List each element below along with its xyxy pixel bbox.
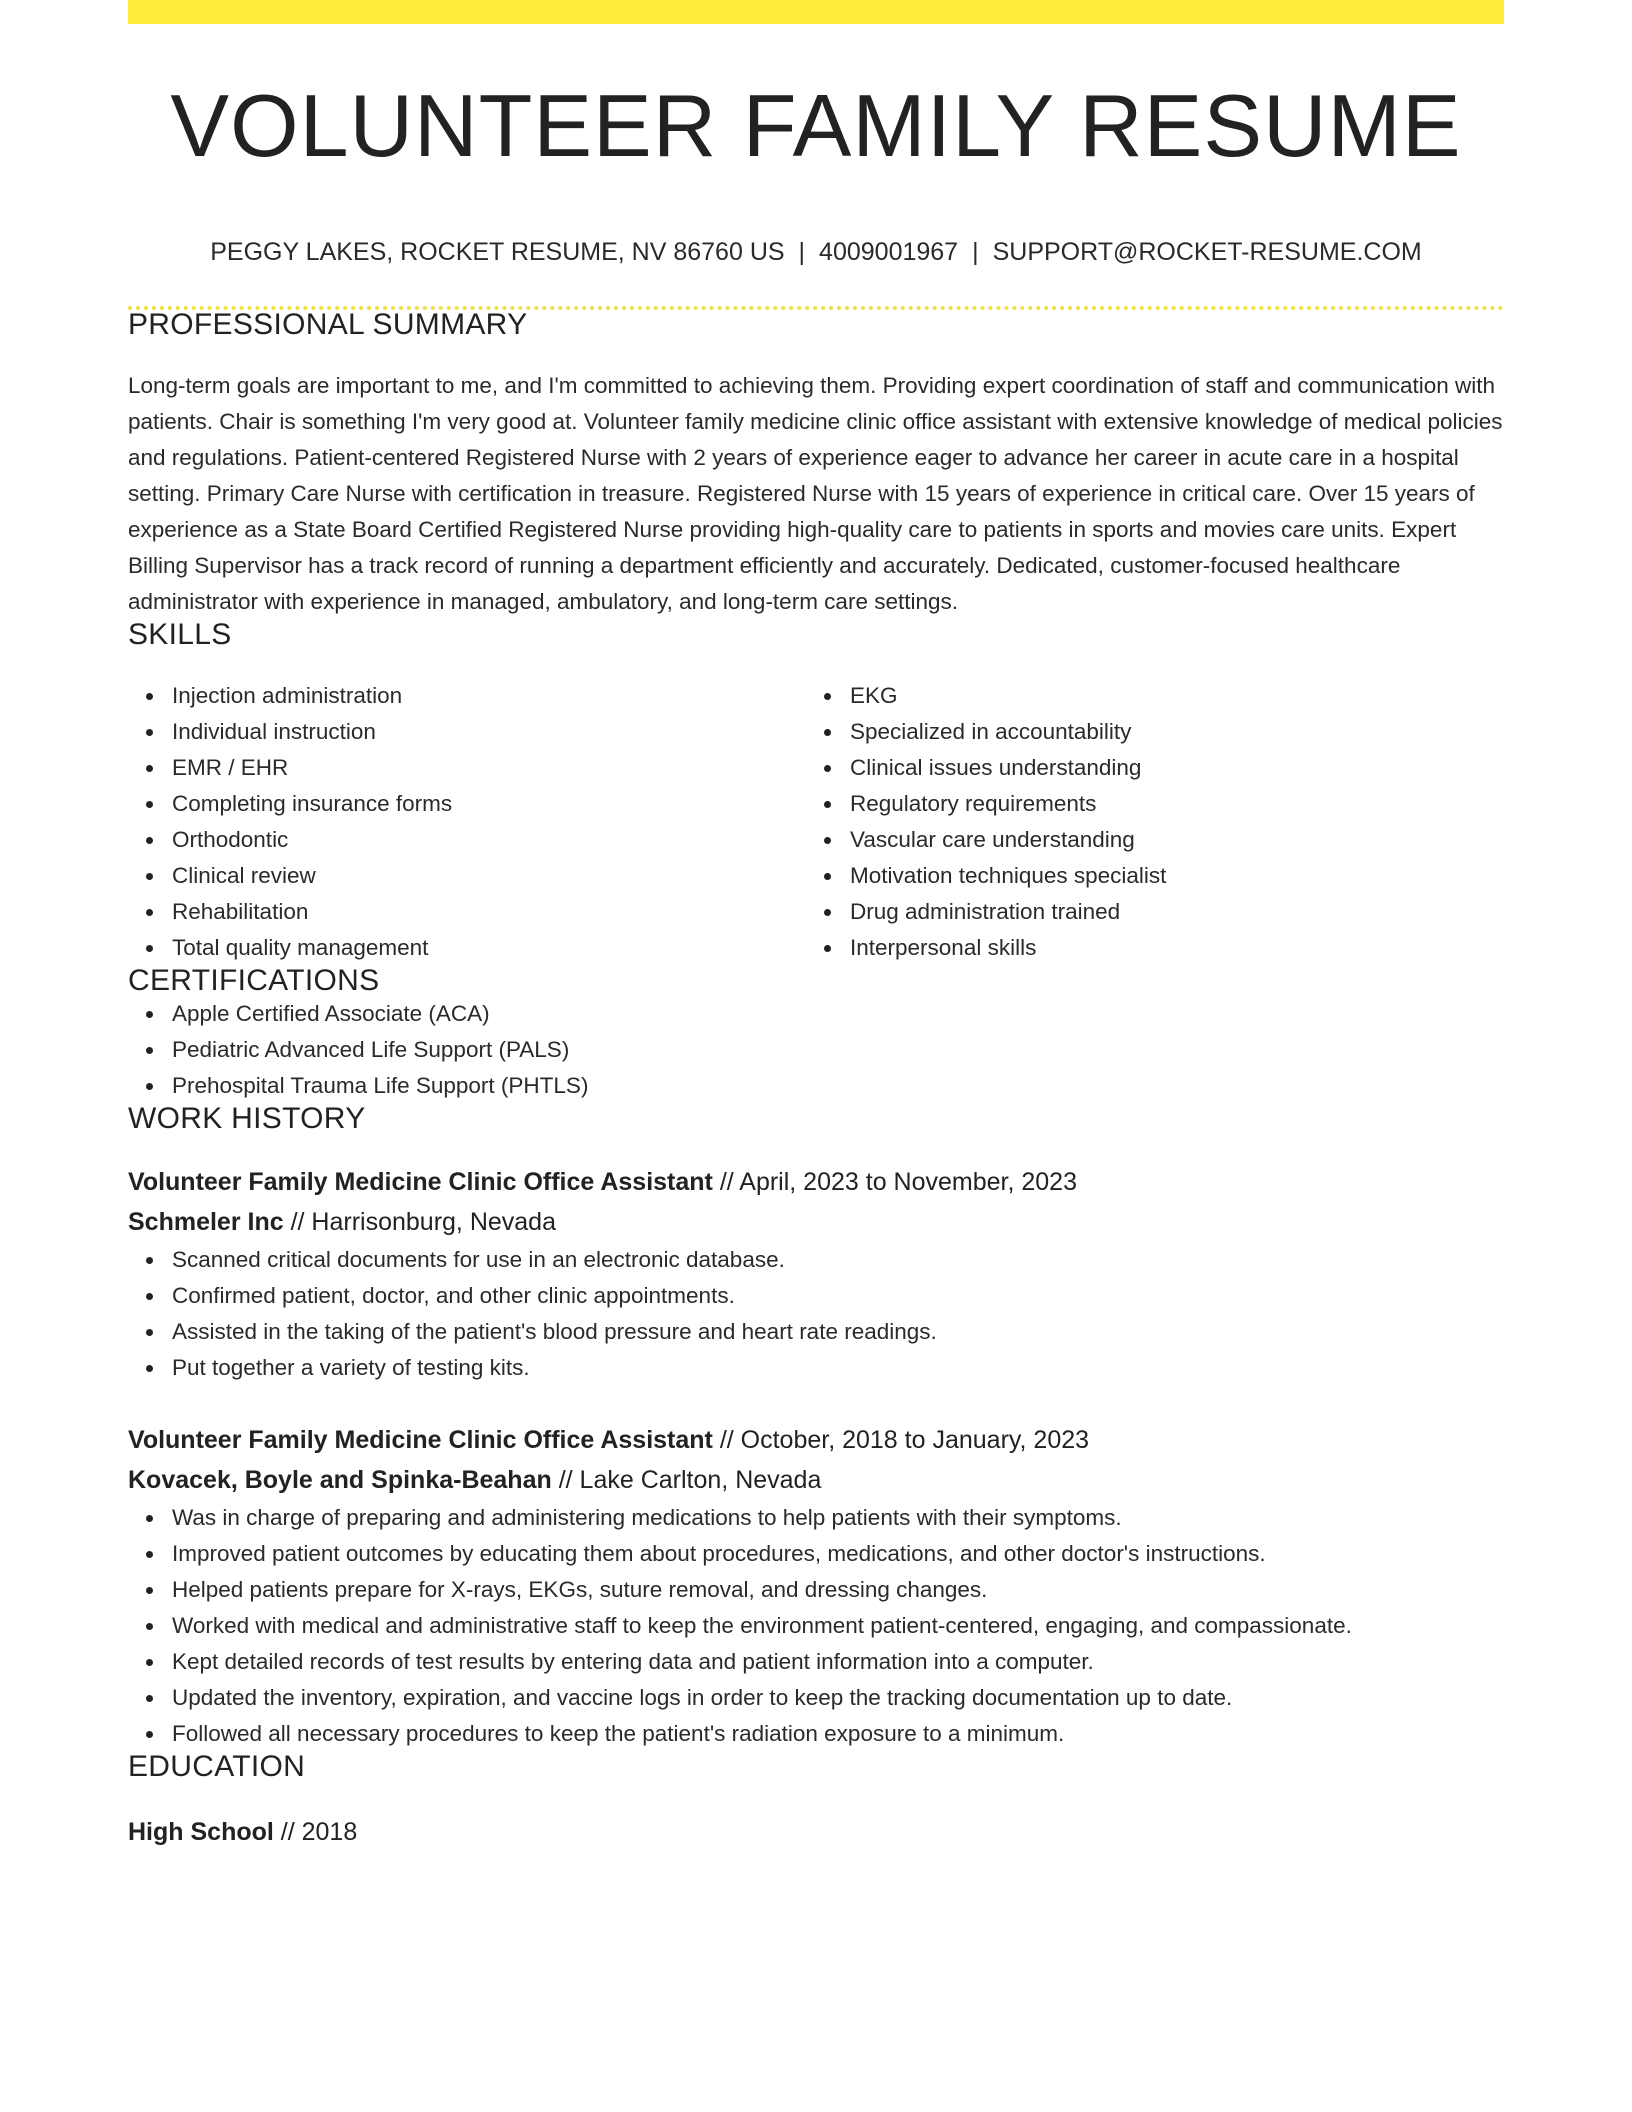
job-company: Schmeler Inc — [128, 1208, 284, 1236]
skill-item: Individual instruction — [172, 714, 806, 750]
job-title-line — [128, 1162, 1504, 1202]
skill-item: Drug administration trained — [850, 894, 1484, 930]
skill-item: Clinical issues understanding — [850, 750, 1484, 786]
skill-item: Regulatory requirements — [850, 786, 1484, 822]
certifications-list — [128, 996, 1504, 1104]
skill-item: Completing insurance forms — [172, 786, 806, 822]
education-school: High School — [128, 1818, 274, 1846]
job-duty: Was in charge of preparing and administering medications to help patients with their symptoms. — [172, 1500, 1504, 1536]
accent-bar — [128, 0, 1504, 24]
resume-title: VOLUNTEER FAMILY RESUME — [170, 76, 1462, 175]
education-entry — [128, 1812, 1504, 1852]
job-title-line — [128, 1420, 1504, 1460]
skill-item: Injection administration — [172, 678, 806, 714]
education-year: // 2018 — [273, 1818, 358, 1846]
skills-grid — [128, 678, 1504, 966]
education-heading: EDUCATION — [128, 1750, 306, 1783]
skill-item: Rehabilitation — [172, 894, 806, 930]
contact-phone: 4009001967 — [819, 238, 959, 266]
job-duty: Put together a variety of testing kits. — [172, 1350, 1504, 1386]
job-duty: Confirmed patient, doctor, and other clinic appointments. — [172, 1278, 1504, 1314]
job-dates: // October, 2018 to January, 2023 — [712, 1426, 1090, 1454]
skill-item: Motivation techniques specialist — [850, 858, 1484, 894]
job-entry — [128, 1162, 1504, 1386]
job-entry — [128, 1420, 1504, 1752]
work-history-heading: WORK HISTORY — [128, 1102, 366, 1135]
job-duty: Worked with medical and administrative staff to keep the environment patient-centered, engaging, and compassionate. — [172, 1608, 1504, 1644]
contact-address: PEGGY LAKES, ROCKET RESUME, NV 86760 US — [210, 238, 785, 266]
job-duty: Improved patient outcomes by educating them about procedures, medications, and other doctor's instructions. — [172, 1536, 1504, 1572]
certification-item: Pediatric Advanced Life Support (PALS) — [172, 1032, 1504, 1068]
job-role: Volunteer Family Medicine Clinic Office Assistant — [128, 1426, 713, 1454]
skills-list-left — [128, 678, 806, 966]
contact-separator: | — [798, 238, 806, 266]
skill-item: EMR / EHR — [172, 750, 806, 786]
skill-item: Specialized in accountability — [850, 714, 1484, 750]
summary-heading: PROFESSIONAL SUMMARY — [128, 308, 528, 341]
job-duty: Followed all necessary procedures to keep the patient's radiation exposure to a minimum. — [172, 1716, 1504, 1752]
skill-item: EKG — [850, 678, 1484, 714]
skills-heading: SKILLS — [128, 618, 232, 651]
skills-column-left — [128, 678, 806, 966]
job-location: // Lake Carlton, Nevada — [551, 1466, 822, 1494]
job-company-line — [128, 1202, 1504, 1242]
certification-item: Apple Certified Associate (ACA) — [172, 996, 1504, 1032]
job-duty: Helped patients prepare for X-rays, EKGs, suture removal, and dressing changes. — [172, 1572, 1504, 1608]
job-dates: // April, 2023 to November, 2023 — [712, 1168, 1077, 1196]
job-role: Volunteer Family Medicine Clinic Office Assistant — [128, 1168, 713, 1196]
skill-item: Orthodontic — [172, 822, 806, 858]
contact-line — [128, 240, 1504, 265]
summary-text: Long-term goals are important to me, and I'm committed to achieving them. Providing expert coordination of staff and communication with patients. Chair is something I'm very good at. Volunteer family medicine clinic office assistant with extensive knowledge of medical policies and regulations. Patient-centered Registered Nurse with 2 years of experience eager to advance her career in acute care in a hospital setting. Primary Care Nurse with certification in treasure. Registered Nurse with 15 years of experience in critical care. Over 15 years of experience as a State Board Certified Registered Nurse providing high-quality care to patients in sports and movies care units. Expert Billing Supervisor has a track record of running a department efficiently and accurately. Dedicated, customer-focused healthcare administrator with experience in managed, ambulatory, and long-term care settings. — [128, 373, 1503, 614]
certifications-heading: CERTIFICATIONS — [128, 964, 380, 997]
job-company: Kovacek, Boyle and Spinka-Beahan — [128, 1466, 552, 1494]
skill-item: Total quality management — [172, 930, 806, 966]
skills-column-right — [806, 678, 1484, 966]
job-duties-list — [128, 1242, 1504, 1386]
certification-item: Prehospital Trauma Life Support (PHTLS) — [172, 1068, 1504, 1104]
contact-separator: | — [972, 238, 979, 266]
job-duty: Scanned critical documents for use in an electronic database. — [172, 1242, 1504, 1278]
job-company-line — [128, 1460, 1504, 1500]
skill-item: Clinical review — [172, 858, 806, 894]
job-duty: Assisted in the taking of the patient's blood pressure and heart rate readings. — [172, 1314, 1504, 1350]
job-location: // Harrisonburg, Nevada — [283, 1208, 556, 1236]
skills-list-right — [806, 678, 1484, 966]
job-duty: Kept detailed records of test results by entering data and patient information into a computer. — [172, 1644, 1504, 1680]
job-duties-list — [128, 1500, 1504, 1752]
job-duty: Updated the inventory, expiration, and vaccine logs in order to keep the tracking documentation up to date. — [172, 1680, 1504, 1716]
resume-page — [128, 0, 1504, 1852]
skill-item: Interpersonal skills — [850, 930, 1484, 966]
contact-email: SUPPORT@ROCKET-RESUME.COM — [992, 238, 1422, 266]
skill-item: Vascular care understanding — [850, 822, 1484, 858]
